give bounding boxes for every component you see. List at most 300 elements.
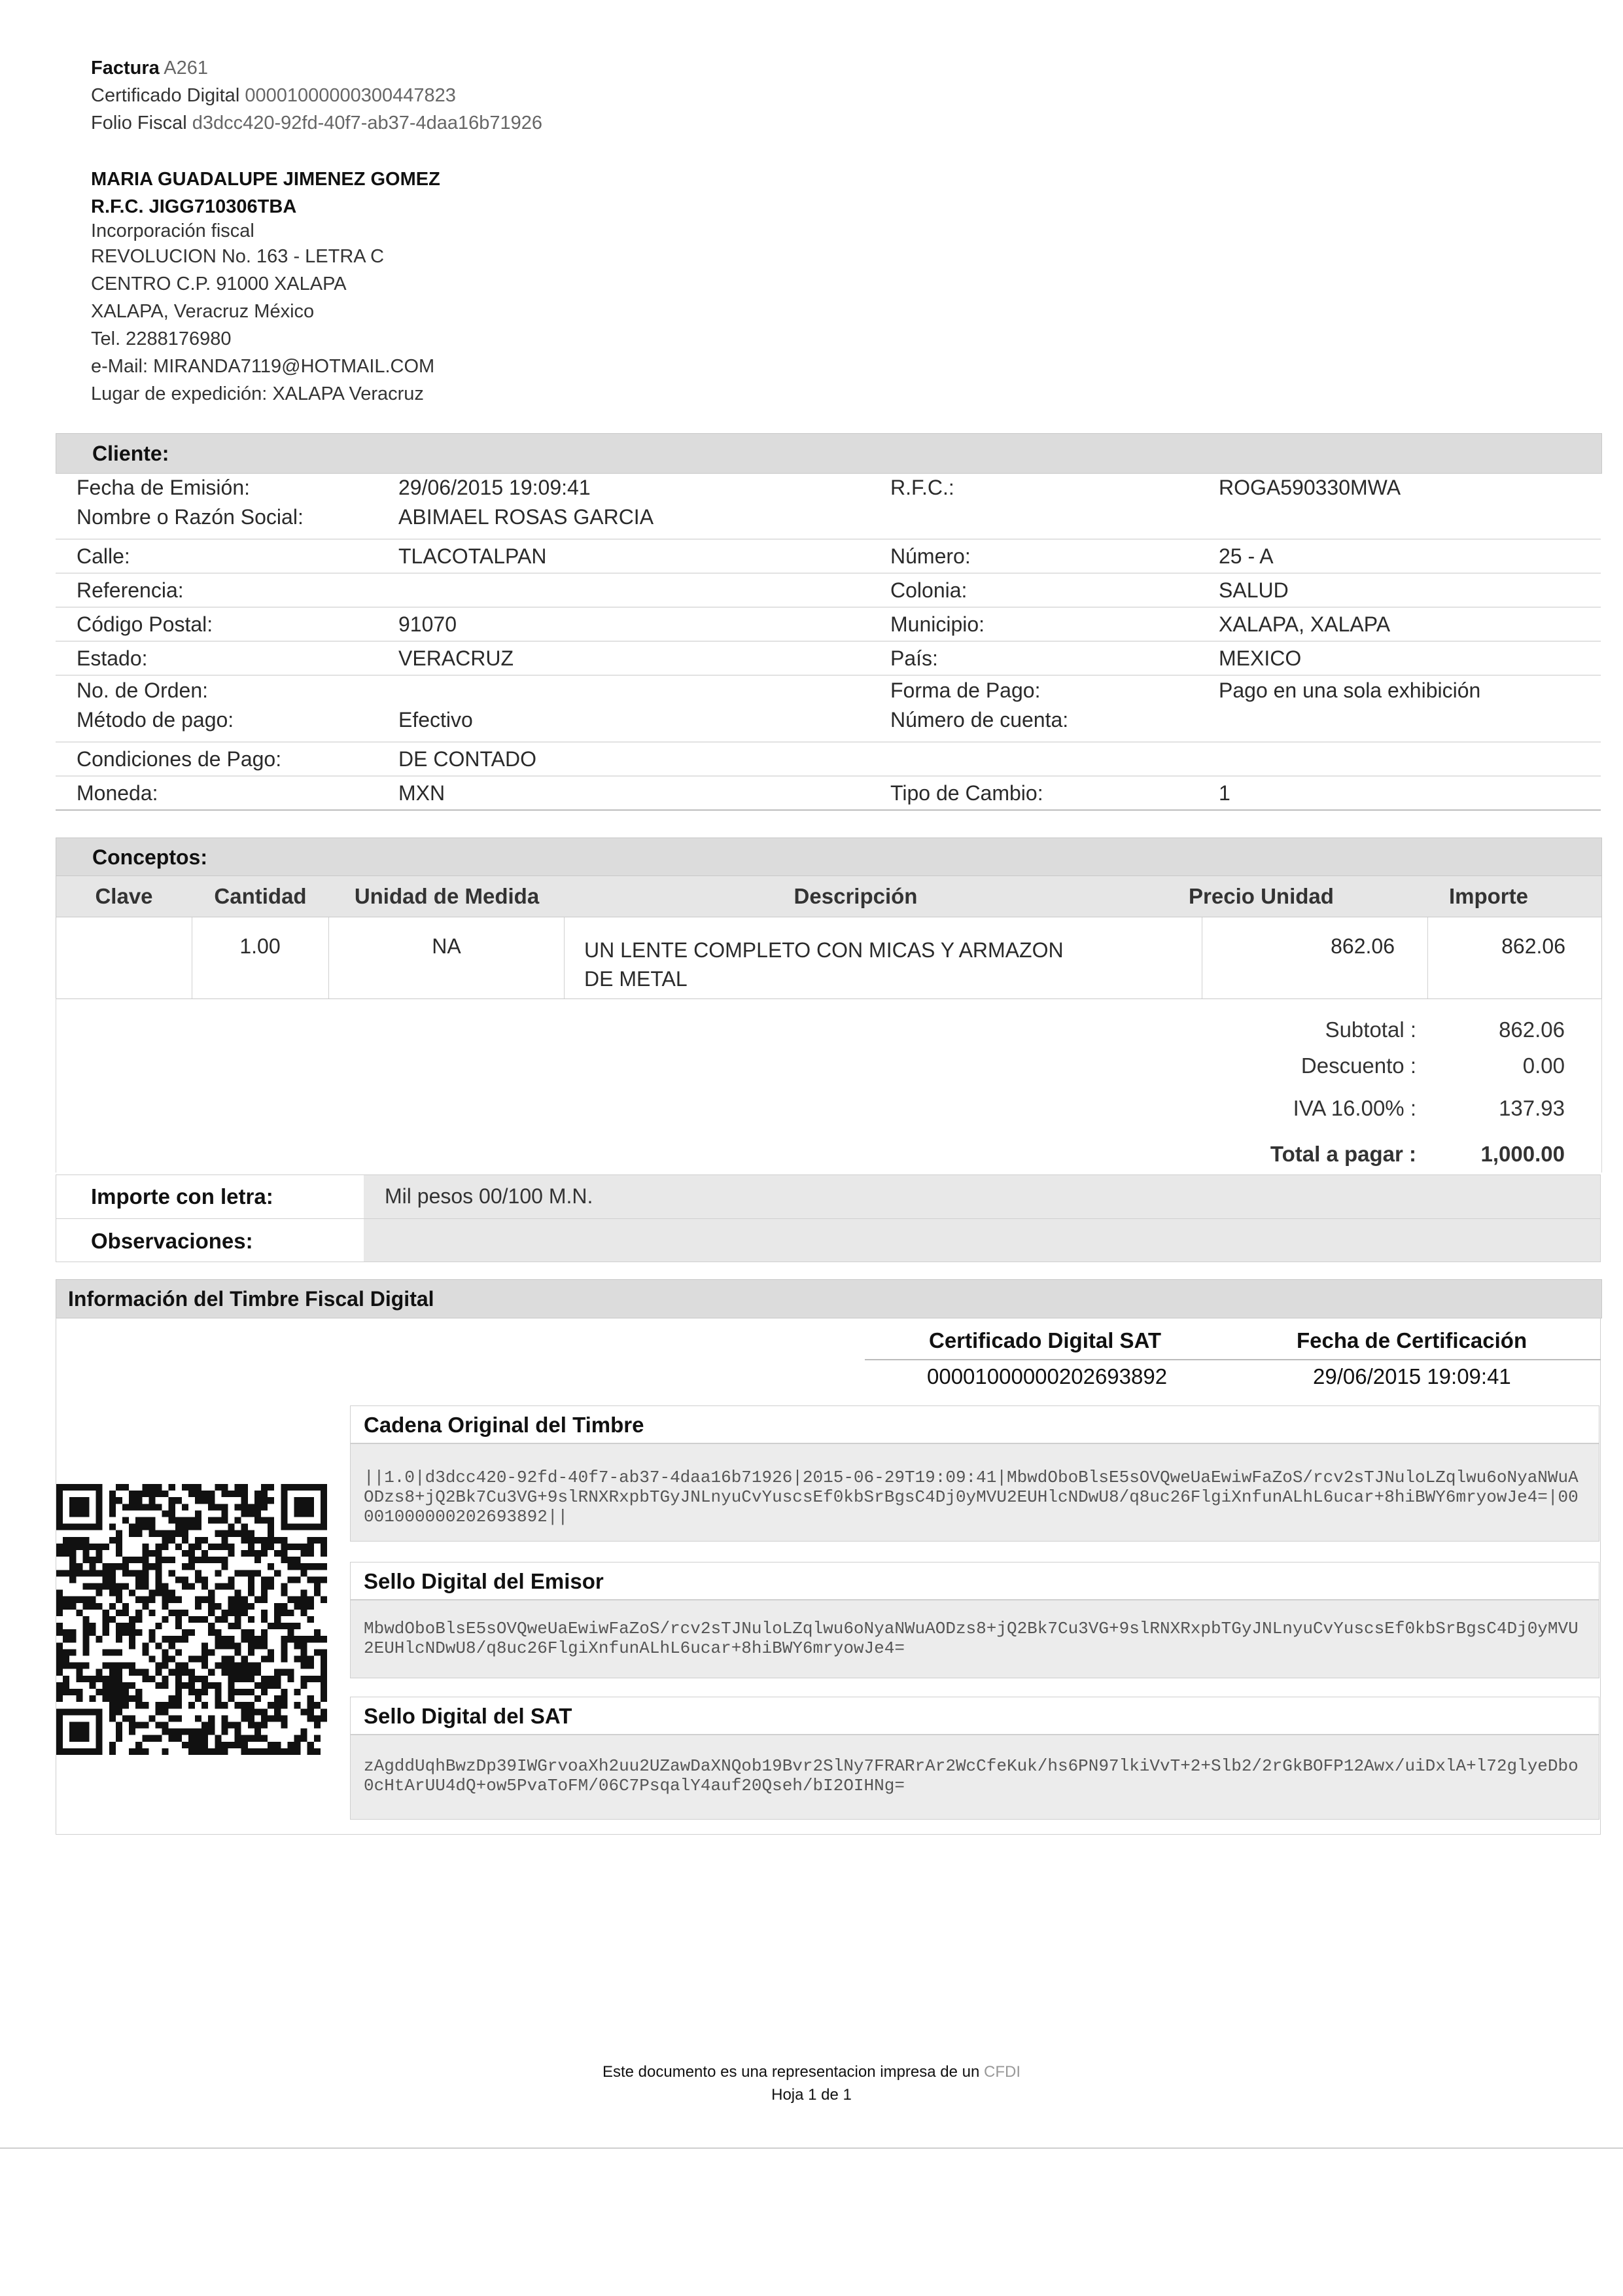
qr-module bbox=[268, 1576, 274, 1583]
qr-module bbox=[89, 1524, 96, 1530]
qr-module bbox=[103, 1623, 109, 1629]
cliente-row-orden bbox=[56, 675, 1601, 742]
sello-emisor-box bbox=[350, 1600, 1599, 1678]
qr-module bbox=[142, 1649, 148, 1655]
qr-module bbox=[69, 1722, 76, 1729]
qr-module bbox=[281, 1583, 287, 1589]
qr-module bbox=[76, 1497, 82, 1504]
qr-module bbox=[241, 1735, 248, 1742]
qr-module bbox=[129, 1695, 135, 1702]
qr-module bbox=[321, 1491, 327, 1497]
qr-module bbox=[182, 1729, 188, 1735]
qr-module bbox=[201, 1689, 208, 1695]
qr-module bbox=[281, 1689, 287, 1695]
folio-line bbox=[91, 113, 542, 134]
qr-module bbox=[261, 1715, 268, 1722]
qr-module bbox=[162, 1616, 169, 1623]
qr-module bbox=[56, 1603, 63, 1610]
qr-module bbox=[268, 1742, 274, 1748]
qr-module bbox=[169, 1642, 175, 1649]
qr-module bbox=[195, 1597, 201, 1603]
qr-module bbox=[116, 1636, 122, 1642]
qr-module bbox=[287, 1597, 294, 1603]
letra-label: Importe con letra: bbox=[91, 1184, 273, 1209]
qr-module bbox=[82, 1722, 89, 1729]
qr-module bbox=[235, 1735, 241, 1742]
qr-module bbox=[301, 1708, 307, 1715]
numero-value: 25 - A bbox=[1219, 544, 1274, 568]
qr-module bbox=[135, 1748, 142, 1755]
qr-module bbox=[63, 1748, 69, 1755]
orden-label: No. de Orden: bbox=[77, 679, 208, 702]
qr-module bbox=[195, 1616, 201, 1623]
pais-value: MEXICO bbox=[1219, 646, 1302, 670]
header-cantidad: Cantidad bbox=[214, 884, 307, 908]
qr-module bbox=[241, 1497, 248, 1504]
qr-module bbox=[314, 1484, 321, 1491]
qr-module bbox=[103, 1563, 109, 1570]
qr-module bbox=[122, 1583, 129, 1589]
qr-module bbox=[287, 1748, 294, 1755]
qr-module bbox=[254, 1695, 261, 1702]
qr-module bbox=[321, 1544, 327, 1550]
fecha-cert-label: Fecha de Certificación bbox=[1297, 1328, 1527, 1352]
cliente-row-condiciones bbox=[56, 742, 1601, 776]
qr-module bbox=[148, 1735, 155, 1742]
qr-module bbox=[248, 1616, 254, 1623]
pais-label: País: bbox=[890, 646, 938, 670]
qr-module bbox=[254, 1663, 261, 1669]
qr-module bbox=[195, 1524, 201, 1530]
qr-module bbox=[281, 1748, 287, 1755]
forma-value: Pago en una sola exhibición bbox=[1219, 679, 1481, 702]
qr-module bbox=[281, 1722, 287, 1729]
qr-module bbox=[221, 1544, 228, 1550]
qr-module bbox=[69, 1629, 76, 1636]
qr-module bbox=[109, 1708, 116, 1715]
rfc-label: R.F.C.: bbox=[890, 476, 954, 499]
qr-module bbox=[195, 1497, 201, 1504]
qr-module bbox=[96, 1603, 103, 1610]
qr-module bbox=[63, 1656, 69, 1663]
letra-value: Mil pesos 00/100 M.N. bbox=[385, 1184, 593, 1208]
qr-module bbox=[69, 1504, 76, 1510]
referencia-value bbox=[377, 573, 869, 607]
qr-module bbox=[135, 1504, 142, 1510]
qr-module bbox=[261, 1544, 268, 1550]
qr-module bbox=[195, 1695, 201, 1702]
qr-module bbox=[109, 1504, 116, 1510]
qr-module bbox=[241, 1636, 248, 1642]
qr-module bbox=[248, 1669, 254, 1676]
qr-module bbox=[96, 1570, 103, 1576]
qr-module bbox=[175, 1689, 182, 1695]
qr-module bbox=[76, 1669, 82, 1676]
qr-module bbox=[135, 1616, 142, 1623]
qr-module bbox=[228, 1682, 235, 1689]
qr-module bbox=[162, 1530, 169, 1537]
qr-module bbox=[162, 1729, 169, 1735]
qr-module bbox=[215, 1530, 221, 1537]
header-unidad: Unidad de Medida bbox=[354, 884, 540, 908]
qr-module bbox=[228, 1676, 235, 1682]
qr-module bbox=[274, 1623, 281, 1629]
qr-module bbox=[122, 1715, 129, 1722]
qr-module bbox=[235, 1702, 241, 1708]
qr-module bbox=[281, 1623, 287, 1629]
qr-module bbox=[155, 1544, 162, 1550]
qr-module bbox=[215, 1544, 221, 1550]
qr-module bbox=[248, 1689, 254, 1695]
qr-module bbox=[201, 1742, 208, 1748]
qr-module bbox=[321, 1550, 327, 1557]
qr-module bbox=[294, 1484, 301, 1491]
qr-module bbox=[188, 1735, 195, 1742]
qr-module bbox=[116, 1689, 122, 1695]
qr-module bbox=[195, 1715, 201, 1722]
qr-module bbox=[116, 1583, 122, 1589]
qr-module bbox=[63, 1629, 69, 1636]
qr-module bbox=[96, 1517, 103, 1523]
qr-module bbox=[148, 1550, 155, 1557]
qr-module bbox=[175, 1610, 182, 1616]
qr-module bbox=[188, 1484, 195, 1491]
qr-module bbox=[208, 1682, 215, 1689]
qr-module bbox=[221, 1557, 228, 1563]
qr-module bbox=[281, 1484, 287, 1491]
qr-module bbox=[208, 1603, 215, 1610]
qr-module bbox=[307, 1504, 314, 1510]
qr-module bbox=[96, 1748, 103, 1755]
qr-module bbox=[162, 1676, 169, 1682]
emisor-centro: CENTRO C.P. 91000 XALAPA bbox=[91, 274, 347, 294]
qr-module bbox=[241, 1530, 248, 1537]
qr-module bbox=[321, 1504, 327, 1510]
qr-module bbox=[56, 1484, 63, 1491]
qr-module bbox=[135, 1583, 142, 1589]
qr-module bbox=[103, 1544, 109, 1550]
qr-module bbox=[235, 1722, 241, 1729]
qr-module bbox=[274, 1695, 281, 1702]
qr-module bbox=[314, 1629, 321, 1636]
qr-module bbox=[96, 1735, 103, 1742]
qr-module bbox=[274, 1748, 281, 1755]
qr-module bbox=[268, 1676, 274, 1682]
letra-section bbox=[56, 1174, 1601, 1262]
qr-module bbox=[274, 1742, 281, 1748]
qr-module bbox=[63, 1544, 69, 1550]
qr-module bbox=[129, 1748, 135, 1755]
qr-module bbox=[195, 1544, 201, 1550]
qr-module bbox=[82, 1537, 89, 1544]
qr-module bbox=[195, 1676, 201, 1682]
qr-module bbox=[56, 1491, 63, 1497]
qr-module bbox=[261, 1576, 268, 1583]
qr-module bbox=[142, 1504, 148, 1510]
qr-module bbox=[235, 1504, 241, 1510]
qr-module bbox=[76, 1695, 82, 1702]
qr-module bbox=[261, 1748, 268, 1755]
nombre-value: ABIMAEL ROSAS GARCIA bbox=[398, 505, 654, 529]
qr-module bbox=[175, 1530, 182, 1537]
qr-module bbox=[195, 1517, 201, 1523]
qr-module bbox=[109, 1682, 116, 1689]
qr-module bbox=[56, 1610, 63, 1616]
qr-module bbox=[195, 1656, 201, 1663]
qr-module bbox=[103, 1695, 109, 1702]
qr-module bbox=[63, 1597, 69, 1603]
qr-module bbox=[169, 1636, 175, 1642]
qr-module bbox=[116, 1597, 122, 1603]
qr-module bbox=[69, 1497, 76, 1504]
qr-module bbox=[254, 1510, 261, 1517]
qr-module bbox=[56, 1715, 63, 1722]
qr-module bbox=[76, 1663, 82, 1669]
qr-module bbox=[129, 1524, 135, 1530]
qr-module bbox=[201, 1722, 208, 1729]
qr-module bbox=[235, 1484, 241, 1491]
qr-module bbox=[188, 1676, 195, 1682]
qr-module bbox=[235, 1616, 241, 1623]
qr-module bbox=[76, 1676, 82, 1682]
conceptos-section-header bbox=[56, 838, 1602, 876]
qr-module bbox=[56, 1590, 63, 1597]
qr-module bbox=[321, 1649, 327, 1655]
qr-module bbox=[248, 1576, 254, 1583]
qr-module bbox=[69, 1510, 76, 1517]
qr-module bbox=[188, 1656, 195, 1663]
qr-module bbox=[201, 1537, 208, 1544]
qr-module bbox=[109, 1676, 116, 1682]
condiciones-label: Condiciones de Pago: bbox=[77, 747, 282, 771]
qr-module bbox=[281, 1603, 287, 1610]
qr-module bbox=[281, 1656, 287, 1663]
qr-module bbox=[221, 1504, 228, 1510]
factura-value: A261 bbox=[164, 58, 208, 79]
colonia-value: SALUD bbox=[1219, 578, 1289, 602]
qr-module bbox=[155, 1702, 162, 1708]
timbre-title: Información del Timbre Fiscal Digital bbox=[68, 1287, 434, 1311]
qr-module bbox=[129, 1729, 135, 1735]
qr-module bbox=[116, 1695, 122, 1702]
qr-module bbox=[221, 1642, 228, 1649]
qr-module bbox=[142, 1550, 148, 1557]
qr-module bbox=[268, 1649, 274, 1655]
qr-module bbox=[162, 1663, 169, 1669]
qr-module bbox=[254, 1491, 261, 1497]
qr-module bbox=[162, 1590, 169, 1597]
qr-module bbox=[248, 1530, 254, 1537]
qr-module bbox=[188, 1583, 195, 1589]
qr-module bbox=[254, 1570, 261, 1576]
qr-module bbox=[155, 1623, 162, 1629]
qr-module bbox=[129, 1669, 135, 1676]
qr-module bbox=[248, 1735, 254, 1742]
qr-module bbox=[96, 1583, 103, 1589]
qr-module bbox=[82, 1663, 89, 1669]
qr-module bbox=[135, 1530, 142, 1537]
qr-module bbox=[89, 1748, 96, 1755]
qr-module bbox=[201, 1729, 208, 1735]
municipio-value: XALAPA, XALAPA bbox=[1219, 612, 1391, 636]
qr-module bbox=[254, 1550, 261, 1557]
qr-module bbox=[82, 1524, 89, 1530]
qr-module bbox=[69, 1735, 76, 1742]
qr-module bbox=[96, 1689, 103, 1695]
qr-module bbox=[82, 1642, 89, 1649]
qr-module bbox=[261, 1491, 268, 1497]
tipo-cambio-label: Tipo de Cambio: bbox=[890, 781, 1043, 805]
qr-module bbox=[188, 1616, 195, 1623]
qr-module bbox=[69, 1689, 76, 1695]
qr-module bbox=[221, 1484, 228, 1491]
qr-module bbox=[208, 1729, 215, 1735]
qr-module bbox=[301, 1484, 307, 1491]
qr-module bbox=[314, 1748, 321, 1755]
qr-module bbox=[261, 1656, 268, 1663]
qr-module bbox=[301, 1544, 307, 1550]
qr-module bbox=[215, 1642, 221, 1649]
qr-module bbox=[103, 1663, 109, 1669]
qr-module bbox=[235, 1729, 241, 1735]
cadena-value: ||1.0|d3dcc420-92fd-40f7-ab37-4daa16b71926|2015-06-29T19:09:41|MbwdOboBlsE5sOVQweUaEwiwFaZoS/rcv2sTJNuloLZqlwu6oNyaNWuAODzs8+jQ2Bk7Cu3VG+9slRNXRxpbTGyJNLnyuCvYuscsEf0kbSrBgsC4Dj0yMVU2EUHlcNDwU8/q8uc26FlgiXnfunALhL6ucar+8hiBWY6mryowJe4=|00001000000202693892|| bbox=[364, 1468, 1579, 1527]
footer-line-1 bbox=[0, 2063, 1623, 2081]
qr-module bbox=[142, 1748, 148, 1755]
qr-module bbox=[56, 1642, 63, 1649]
qr-module bbox=[142, 1642, 148, 1649]
qr-module bbox=[241, 1570, 248, 1576]
qr-module bbox=[155, 1583, 162, 1589]
qr-module bbox=[248, 1642, 254, 1649]
qr-module bbox=[235, 1590, 241, 1597]
qr-module bbox=[261, 1550, 268, 1557]
qr-module bbox=[307, 1484, 314, 1491]
qr-module bbox=[155, 1642, 162, 1649]
qr-module bbox=[241, 1491, 248, 1497]
qr-module bbox=[301, 1510, 307, 1517]
qr-module bbox=[89, 1583, 96, 1589]
qr-module bbox=[122, 1663, 129, 1669]
qr-module bbox=[321, 1669, 327, 1676]
qr-module bbox=[56, 1510, 63, 1517]
qr-module bbox=[116, 1629, 122, 1636]
qr-module bbox=[155, 1504, 162, 1510]
qr-module bbox=[314, 1715, 321, 1722]
qr-module bbox=[268, 1524, 274, 1530]
qr-module bbox=[76, 1597, 82, 1603]
emisor-rfc: R.F.C. JIGG710306TBA bbox=[91, 196, 297, 217]
qr-module bbox=[307, 1597, 314, 1603]
qr-module bbox=[201, 1557, 208, 1563]
qr-module bbox=[129, 1504, 135, 1510]
qr-module bbox=[195, 1510, 201, 1517]
qr-module bbox=[89, 1623, 96, 1629]
colonia-label: Colonia: bbox=[890, 578, 968, 602]
qr-module bbox=[301, 1656, 307, 1663]
qr-module bbox=[122, 1695, 129, 1702]
qr-module bbox=[294, 1576, 301, 1583]
qr-module bbox=[281, 1702, 287, 1708]
folio-value: d3dcc420-92fd-40f7-ab37-4daa16b71926 bbox=[192, 113, 543, 133]
qr-module bbox=[56, 1689, 63, 1695]
qr-module bbox=[188, 1629, 195, 1636]
qr-module bbox=[103, 1570, 109, 1576]
qr-module bbox=[268, 1497, 274, 1504]
qr-module bbox=[274, 1537, 281, 1544]
qr-module bbox=[135, 1576, 142, 1583]
qr-module bbox=[175, 1576, 182, 1583]
qr-module bbox=[221, 1742, 228, 1748]
qr-module bbox=[188, 1682, 195, 1689]
fecha-cert-value: 29/06/2015 19:09:41 bbox=[1313, 1364, 1511, 1388]
descuento-value: 0.00 bbox=[1522, 1053, 1565, 1078]
qr-module bbox=[76, 1610, 82, 1616]
qr-module bbox=[314, 1563, 321, 1570]
qr-module bbox=[241, 1504, 248, 1510]
sello-sat-box bbox=[350, 1735, 1599, 1820]
qr-module bbox=[188, 1524, 195, 1530]
qr-module bbox=[82, 1603, 89, 1610]
qr-module bbox=[82, 1623, 89, 1629]
qr-module bbox=[116, 1563, 122, 1570]
qr-module bbox=[241, 1676, 248, 1682]
qr-module bbox=[201, 1676, 208, 1682]
qr-module bbox=[261, 1497, 268, 1504]
qr-module bbox=[96, 1708, 103, 1715]
qr-module bbox=[76, 1537, 82, 1544]
qr-module bbox=[254, 1669, 261, 1676]
cliente-row-fecha bbox=[56, 473, 1601, 539]
qr-module bbox=[148, 1715, 155, 1722]
qr-module bbox=[195, 1748, 201, 1755]
qr-module bbox=[89, 1563, 96, 1570]
concepto-clave bbox=[56, 917, 192, 998]
qr-module bbox=[82, 1649, 89, 1655]
qr-module bbox=[268, 1537, 274, 1544]
qr-module bbox=[69, 1649, 76, 1655]
qr-module bbox=[155, 1722, 162, 1729]
qr-module bbox=[188, 1550, 195, 1557]
qr-module bbox=[274, 1708, 281, 1715]
qr-module bbox=[321, 1517, 327, 1523]
qr-module bbox=[254, 1497, 261, 1504]
qr-module bbox=[195, 1491, 201, 1497]
folio-label: Folio Fiscal bbox=[91, 113, 187, 133]
qr-module bbox=[215, 1616, 221, 1623]
qr-module bbox=[56, 1748, 63, 1755]
qr-module bbox=[56, 1497, 63, 1504]
qr-module bbox=[215, 1735, 221, 1742]
qr-module bbox=[254, 1729, 261, 1735]
qr-module bbox=[69, 1544, 76, 1550]
qr-module bbox=[175, 1623, 182, 1629]
qr-module bbox=[281, 1636, 287, 1642]
qr-module bbox=[135, 1689, 142, 1695]
qr-module bbox=[235, 1689, 241, 1695]
qr-module bbox=[208, 1748, 215, 1755]
qr-module bbox=[248, 1550, 254, 1557]
qr-module bbox=[63, 1550, 69, 1557]
qr-module bbox=[82, 1544, 89, 1550]
qr-module bbox=[162, 1682, 169, 1689]
qr-module bbox=[148, 1610, 155, 1616]
qr-module bbox=[69, 1748, 76, 1755]
qr-module bbox=[162, 1656, 169, 1663]
qr-module bbox=[241, 1603, 248, 1610]
qr-module bbox=[195, 1742, 201, 1748]
qr-module bbox=[56, 1570, 63, 1576]
qr-module bbox=[96, 1484, 103, 1491]
